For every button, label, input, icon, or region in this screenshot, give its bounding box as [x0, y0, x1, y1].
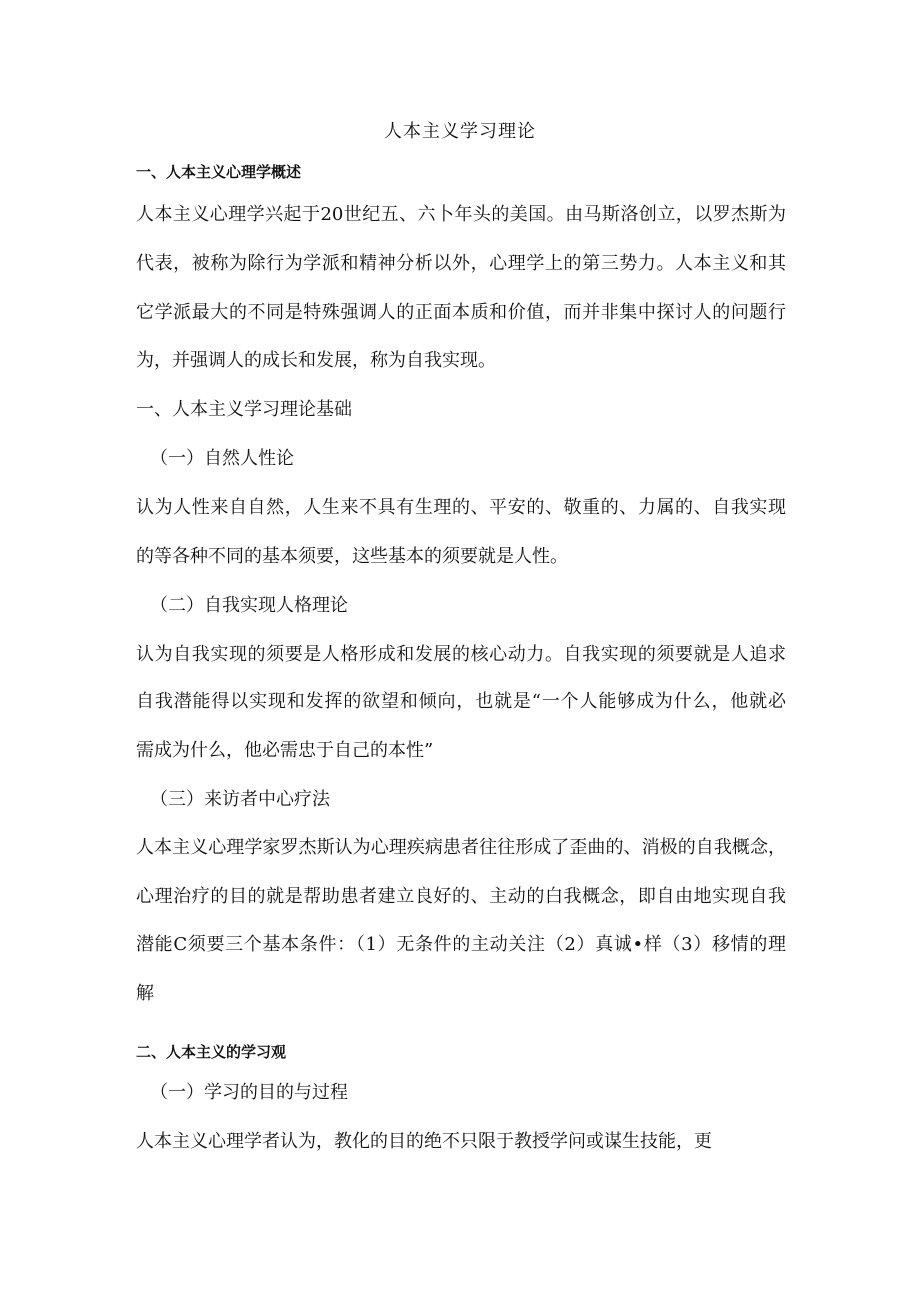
paragraph-line: 潜能C须要三个基本条件：（1）无条件的主动关注（2）真诚•样（3）移情的理: [136, 934, 786, 955]
paragraph-line: 解: [136, 983, 154, 1004]
section-heading-overview: 一、人本主义心理学概述: [136, 163, 302, 181]
paragraph-line: 的等各种不同的基本须要，这些基本的须要就是人性。: [136, 546, 568, 567]
subsection-heading-learning-purpose: （一）学习的目的与过程: [150, 1082, 348, 1103]
paragraph-line: 心理治疗的目的就是帮助患者建立良好的、主动的白我概念，即自由地实现自我: [136, 886, 786, 907]
paragraph-line: 认为人性来自自然，人生来不具有生理的、平安的、敬重的、力属的、自我实现: [136, 497, 786, 518]
paragraph-line: 自我潜能得以实现和发挥的欲望和倾向，也就是“一个人能够成为什么，他就必: [136, 691, 786, 712]
section-heading-learning-view: 二、人本主义的学习观: [136, 1043, 287, 1061]
document-title: 人本主义学习理论: [384, 121, 536, 142]
paragraph-line: 人本主义心理学兴起于20世纪五、六卜年头的美国。由马斯洛创立，以罗杰斯为: [136, 204, 786, 225]
paragraph-line: 需成为什么，他必需忠于自己的本性”: [136, 740, 434, 761]
subsection-heading-client-centered: （三）来访者中心疗法: [150, 789, 330, 810]
paragraph-line: 认为自我实现的须要是人格形成和发展的核心动力。自我实现的须要就是人追求: [136, 644, 786, 665]
paragraph-line: 为，并强调人的成长和发展，称为自我实现。: [136, 350, 496, 371]
paragraph-line: 人本主义心理学者认为，教化的目的绝不只限于教授学问或谋生技能，更: [136, 1131, 712, 1152]
section-heading-foundation: 一、人本主义学习理论基础: [136, 399, 352, 420]
paragraph-line: 人本主义心理学家罗杰斯认为心理疾病患者往往形成了歪曲的、消极的自我概念，: [136, 837, 786, 858]
subsection-heading-natural-humanity: （一）自然人性论: [150, 448, 294, 469]
paragraph-line: 代表，被称为除行为学派和精神分析以外，心理学上的第三势力。人本主义和其: [136, 253, 786, 274]
paragraph-line: 它学派最大的不同是特殊强调人的正面本质和价值，而并非集中探讨人的问题行: [136, 302, 786, 323]
subsection-heading-self-actualization: （二）自我实现人格理论: [150, 595, 348, 616]
